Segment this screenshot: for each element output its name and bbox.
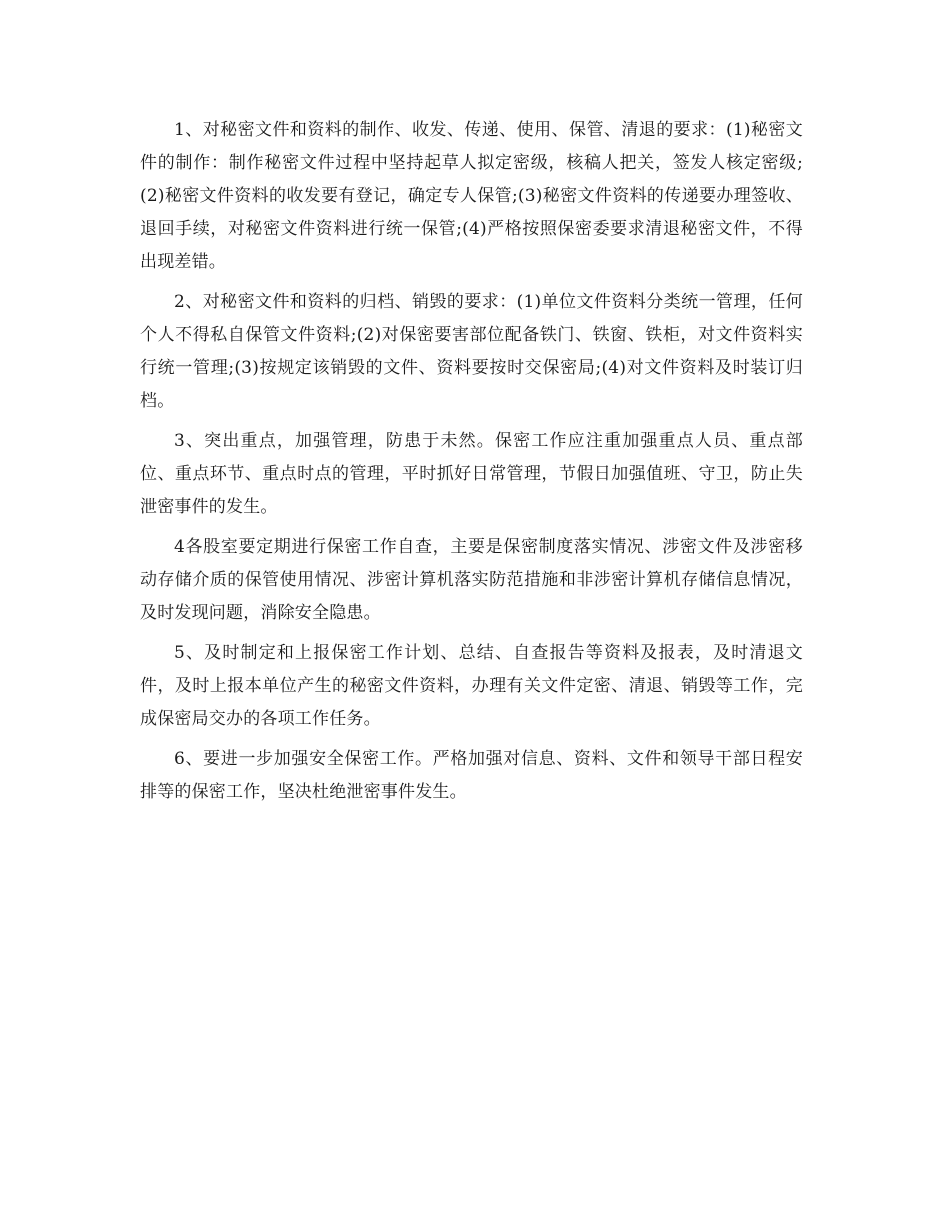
- document-body: [140, 114, 803, 816]
- paragraph-4: 4各股室要定期进行保密工作自查，主要是保密制度落实情况、涉密文件及涉密移动存储介质的保管使用情况、涉密计算机落实防范措施和非涉密计算机存储信息情况，及时发现问题，消除安全隐患。: [140, 537, 803, 623]
- paragraph-2: 2、对秘密文件和资料的归档、销毁的要求：(1)单位文件资料分类统一管理，任何个人不得私自保管文件资料;(2)对保密要害部位配备铁门、铁窗、铁柜，对文件资料实行统一管理;(3)按规定该销毁的文件、资料要按时交保密局;(4)对文件资料及时装订归档。: [140, 292, 803, 411]
- paragraph-5: 5、及时制定和上报保密工作计划、总结、自查报告等资料及报表，及时清退文件，及时上报本单位产生的秘密文件资料，办理有关文件定密、清退、销毁等工作，完成保密局交办的各项工作任务。: [140, 643, 803, 729]
- paragraph-1: 1、对秘密文件和资料的制作、收发、传递、使用、保管、清退的要求：(1)秘密文件的制作：制作秘密文件过程中坚持起草人拟定密级，核稿人把关，签发人核定密级;(2)秘密文件资料的收发要有登记，确定专人保管;(3)秘密文件资料的传递要办理签收、退回手续，对秘密文件资料进行统一保管;(4)严格按照保密委要求清退秘密文件，不得出现差错。: [140, 120, 803, 272]
- paragraph-6: 6、要进一步加强安全保密工作。严格加强对信息、资料、文件和领导干部日程安排等的保密工作，坚决杜绝泄密事件发生。: [140, 749, 803, 802]
- paragraph-3: 3、突出重点，加强管理，防患于未然。保密工作应注重加强重点人员、重点部位、重点环节、重点时点的管理，平时抓好日常管理，节假日加强值班、守卫，防止失泄密事件的发生。: [140, 431, 803, 517]
